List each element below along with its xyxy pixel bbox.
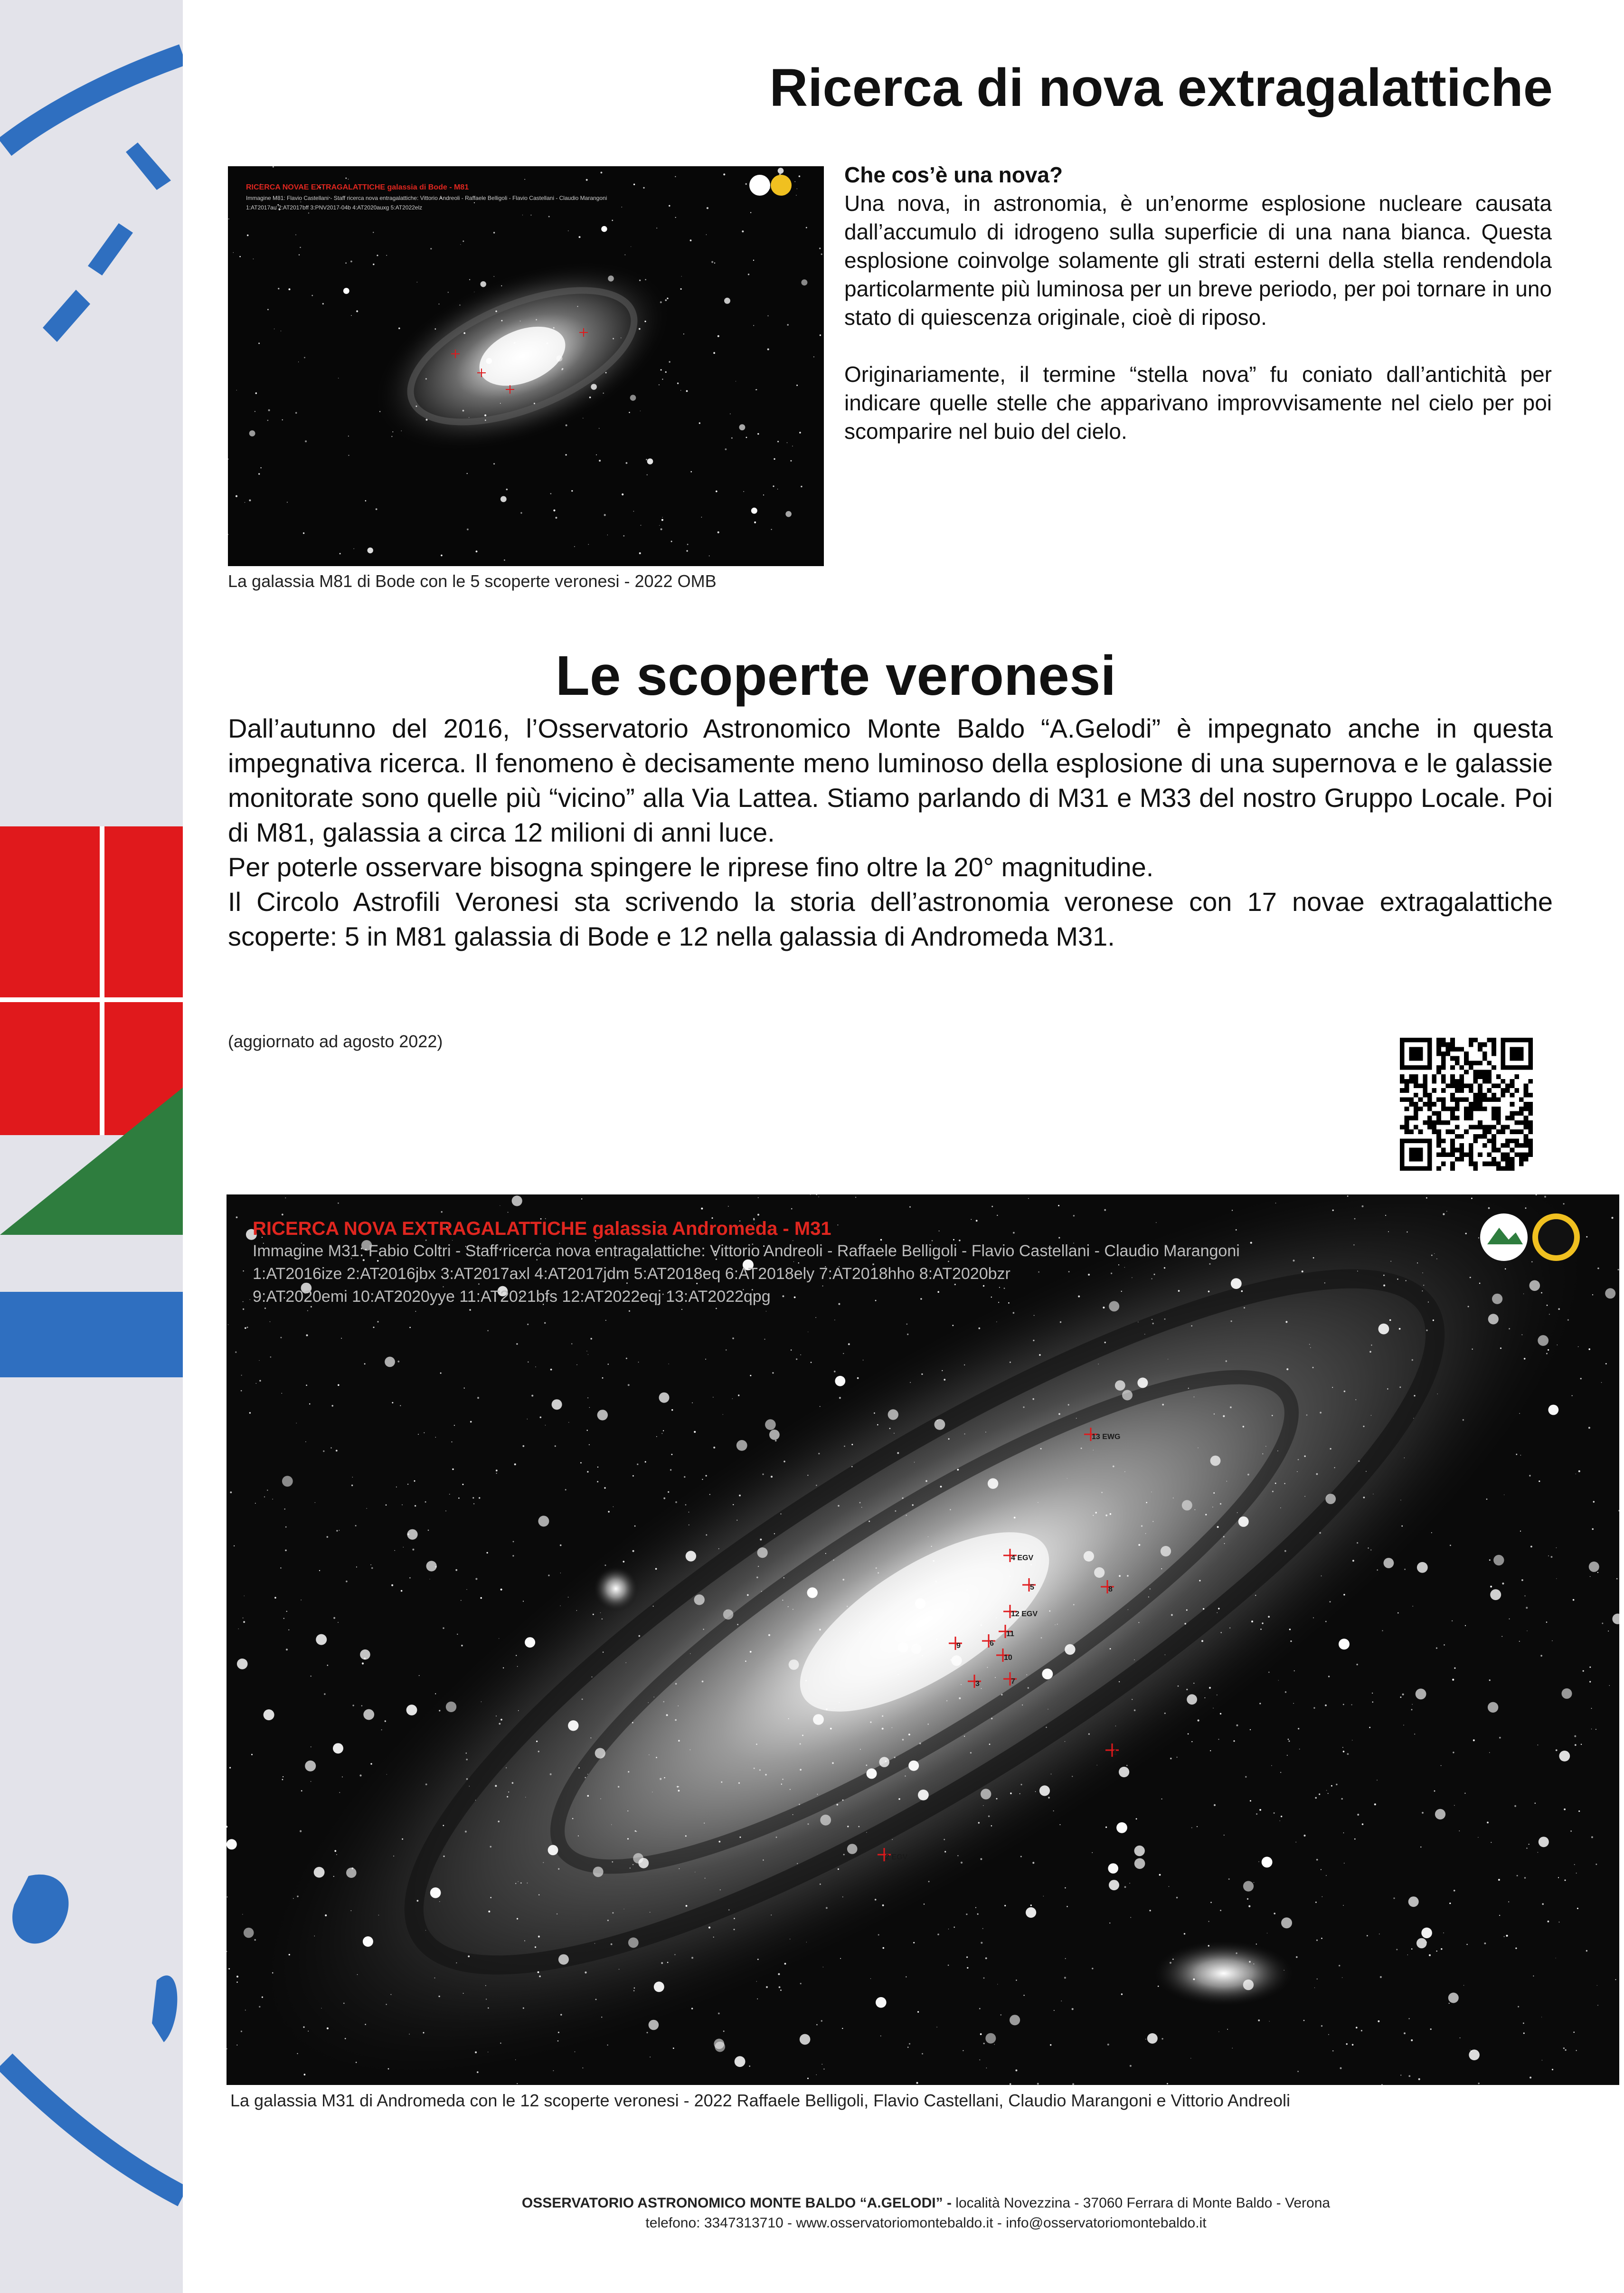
footer-address: località Novezzina - 37060 Ferrara di Monte Baldo - Verona <box>955 2195 1331 2211</box>
m81-galaxy-photo <box>228 166 824 566</box>
nova-marker-label: 12 EGV <box>1011 1610 1038 1618</box>
nova-paragraph-1: Una nova, in astronomia, è un’enorme esplosione nucleare causata dall’accumulo di idrogeno sulla superficie di una nana bianca. Questa esplosione coinvolge solamente gli strati esterni della stella rendendola particolarmente più luminosa per un breve periodo, per poi tornare in uno stato di quiescenza originale, cioè di riposo. <box>844 191 1552 330</box>
nova-marker-label: 10 <box>1004 1654 1012 1662</box>
m31-photo-discoveries-1: 1:AT2016ize 2:AT2016jbx 3:AT2017axl 4:AT2017jdm 5:AT2018eq 6:AT2018ely 7:AT2018hho 8:AT2020bzr <box>253 1265 1010 1283</box>
updated-note: (aggiornato ad agosto 2022) <box>228 1032 443 1051</box>
m31-photo-title: RICERCA NOVA EXTRAGALATTICHE galassia Andromeda - M31 <box>253 1218 831 1239</box>
discoveries-paragraph-2: Per poterle osservare bisogna spingere le riprese fino oltre la 20° magnitudine. <box>228 852 1154 882</box>
m81-photo-credits: Immagine M81: Flavio Castellani - Staff ricerca nova entragalattiche: Vittorio Andreoli - Raffaele Belligoli - Flavio Castellani - Claudio Marangoni <box>246 195 607 201</box>
m31-photo-credits: Immagine M31: Fabio Coltri - Staff ricerca nova entragalattiche: Vittorio Andreoli - Raffaele Belligoli - Flavio Castellani - Claudio Marangoni <box>253 1242 1240 1260</box>
nova-marker-label: 1 <box>1113 1749 1117 1757</box>
left-decorative-band <box>0 0 183 2293</box>
m81-caption: La galassia M81 di Bode con le 5 scoperte veronesi - 2022 OMB <box>228 571 717 591</box>
nova-marker-label: 5 <box>1030 1583 1034 1592</box>
section-title: Le scoperte veronesi <box>555 644 1116 707</box>
nova-marker-label: 2 EGV <box>885 1853 908 1861</box>
nova-marker-label: 7 <box>1011 1677 1015 1686</box>
nova-marker-label: 8 <box>1108 1585 1113 1593</box>
nova-marker-label: 11 <box>1006 1630 1014 1638</box>
m31-photo-discoveries-2: 9:AT2020emi 10:AT2020yye 11:AT2021bfs 12:AT2022eqj 13:AT2022qpg <box>253 1288 771 1306</box>
footer-contacts: telefono: 3347313710 - www.osservatoriomontebaldo.it - info@osservatoriomontebaldo.it <box>645 2215 1207 2231</box>
nova-heading: Che cos’è una nova? <box>844 162 1063 187</box>
nova-marker-label: 13 EWG <box>1092 1433 1121 1441</box>
nova-marker-label: 3 <box>975 1680 980 1688</box>
page-title: Ricerca di nova extragalattiche <box>769 58 1553 117</box>
discoveries-paragraph-3: Il Circolo Astrofili Veronesi sta scrivendo la storia dell’astronomia veronese con 17 novae extragalattiche scoperte: 5 in M81 galassia di Bode e 12 nella galassia di Andromeda M31. <box>228 887 1553 951</box>
qr-code[interactable] <box>1400 1038 1533 1171</box>
nova-marker-label: 9 <box>956 1642 961 1650</box>
m81-photo-discoveries: 1:AT2017au 2:AT2017bff 3:PNV2017-04b 4:AT2020auxg 5:AT2022elz <box>246 204 423 211</box>
footer <box>332 2193 1520 2233</box>
m31-caption: La galassia M31 di Andromeda con le 12 scoperte veronesi - 2022 Raffaele Belligoli, Flavio Castellani, Claudio Marangoni e Vittorio Andreoli <box>230 2091 1290 2110</box>
discoveries-text <box>228 711 1553 954</box>
m31-galaxy-photo <box>227 1194 1619 2085</box>
discoveries-paragraph-1: Dall’autunno del 2016, l’Osservatorio Astronomico Monte Baldo “A.Gelodi” è impegnato anche in questa impegnativa ricerca. Il fenomeno è decisamente meno luminoso della esplosione di una supernova e le galassie monitorate sono quelle più “vicino” alla Via Lattea. Stiamo parlando di M31 e M33 del nostro Gruppo Locale. Poi di M81, galassia a circa 12 milioni di anni luce. <box>228 713 1553 847</box>
nova-definition <box>844 161 1552 445</box>
nova-paragraph-2: Originariamente, il termine “stella nova” fu coniato dall’antichità per indicare quelle stelle che apparivano improvvisamente nel cielo per poi scomparire nel buio del cielo. <box>844 362 1552 444</box>
m81-photo-title: RICERCA NOVAE EXTRAGALATTICHE galassia di Bode - M81 <box>246 183 469 191</box>
nova-marker-label: 6 <box>990 1639 994 1648</box>
footer-organization: OSSERVATORIO ASTRONOMICO MONTE BALDO “A.GELODI” - <box>521 2195 952 2211</box>
nova-marker-label: 4 EGV <box>1011 1554 1034 1562</box>
